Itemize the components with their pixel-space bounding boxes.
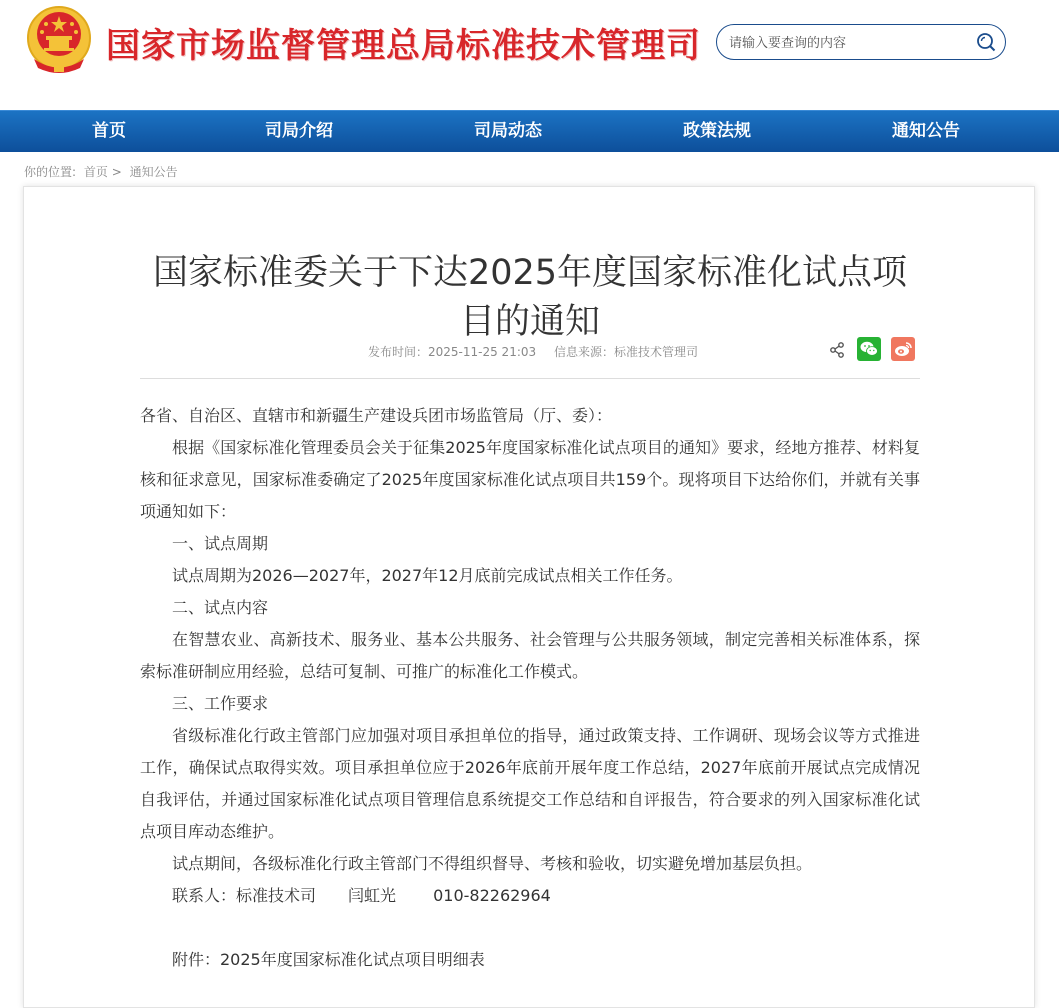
search-box bbox=[716, 24, 1006, 60]
section-heading: 一、试点周期 bbox=[172, 534, 269, 553]
site-title[interactable]: 国家市场监督管理总局标准技术管理司 bbox=[106, 26, 701, 66]
weibo-icon[interactable] bbox=[891, 337, 915, 361]
breadcrumb-label: 你的位置: bbox=[24, 165, 77, 179]
article-title: 国家标准委关于下达2025年度国家标准化试点项目的通知 bbox=[152, 253, 908, 343]
nav-item-policy[interactable]: 政策法规 bbox=[683, 121, 751, 141]
breadcrumb-home[interactable]: 首页 > bbox=[83, 165, 122, 179]
main-nav bbox=[0, 110, 1059, 152]
body-paragraph: 在智慧农业、高新技术、服务业、基本公共服务、社会管理与公共服务领域，制定完善相关标准体系，探索标准研制应用经验，总结可复制、可推广的标准化工作模式。 bbox=[140, 630, 920, 681]
publish-time: 发布时间：2025-11-25 21:03 bbox=[368, 345, 537, 359]
wechat-icon[interactable] bbox=[857, 337, 881, 361]
breadcrumb bbox=[24, 163, 182, 180]
nav-item-news[interactable]: 司局动态 bbox=[474, 121, 542, 141]
attachment-link[interactable]: 附件：2025年度国家标准化试点项目明细表 bbox=[172, 950, 485, 969]
article-meta bbox=[368, 343, 712, 360]
body-paragraph: 根据《国家标准化管理委员会关于征集2025年度国家标准化试点项目的通知》要求，经地方推荐、材料复核和征求意见，国家标准委确定了2025年度国家标准化试点项目共159个。现将项目下达给你们，并就有关事项通知如下： bbox=[140, 438, 920, 521]
search-icon[interactable] bbox=[976, 32, 996, 52]
info-source: 信息来源：标准技术管理司 bbox=[553, 345, 698, 359]
nav-item-about[interactable]: 司局介绍 bbox=[265, 121, 333, 141]
body-paragraph: 试点周期为2026—2027年，2027年12月底前完成试点相关工作任务。 bbox=[172, 566, 683, 585]
blank-line bbox=[140, 912, 920, 944]
nav-item-notices[interactable]: 通知公告 bbox=[892, 121, 960, 141]
breadcrumb-notices[interactable]: 通知公告 bbox=[129, 165, 178, 179]
body-paragraph: 省级标准化行政主管部门应加强对项目承担单位的指导，通过政策支持、工作调研、现场会议等方式推进工作，确保试点取得实效。项目承担单位应于2026年底前开展年度工作总结，2027年底前开展试点完成情况自我评估，并通过国家标准化试点项目管理信息系统提交工作总结和自评报告，符合要求的列入国家标准化试点项目库动态维护。 bbox=[140, 726, 920, 841]
search-input[interactable] bbox=[727, 31, 971, 55]
share-icon[interactable] bbox=[828, 341, 846, 359]
article-body bbox=[140, 400, 920, 976]
section-heading: 三、工作要求 bbox=[172, 694, 269, 713]
section-heading: 二、试点内容 bbox=[172, 598, 269, 617]
body-paragraph: 试点期间，各级标准化行政主管部门不得组织督导、考核和验收，切实避免增加基层负担。 bbox=[172, 854, 813, 873]
contact-line: 联系人：标准技术司 闫虹光 010-82262964 bbox=[172, 886, 551, 905]
salutation: 各省、自治区、直辖市和新疆生产建设兵团市场监管局（厅、委）： bbox=[140, 406, 613, 425]
site-header bbox=[0, 0, 1059, 110]
national-emblem-icon[interactable] bbox=[24, 4, 94, 76]
nav-item-home[interactable]: 首页 bbox=[92, 121, 126, 141]
title-divider bbox=[140, 378, 920, 379]
